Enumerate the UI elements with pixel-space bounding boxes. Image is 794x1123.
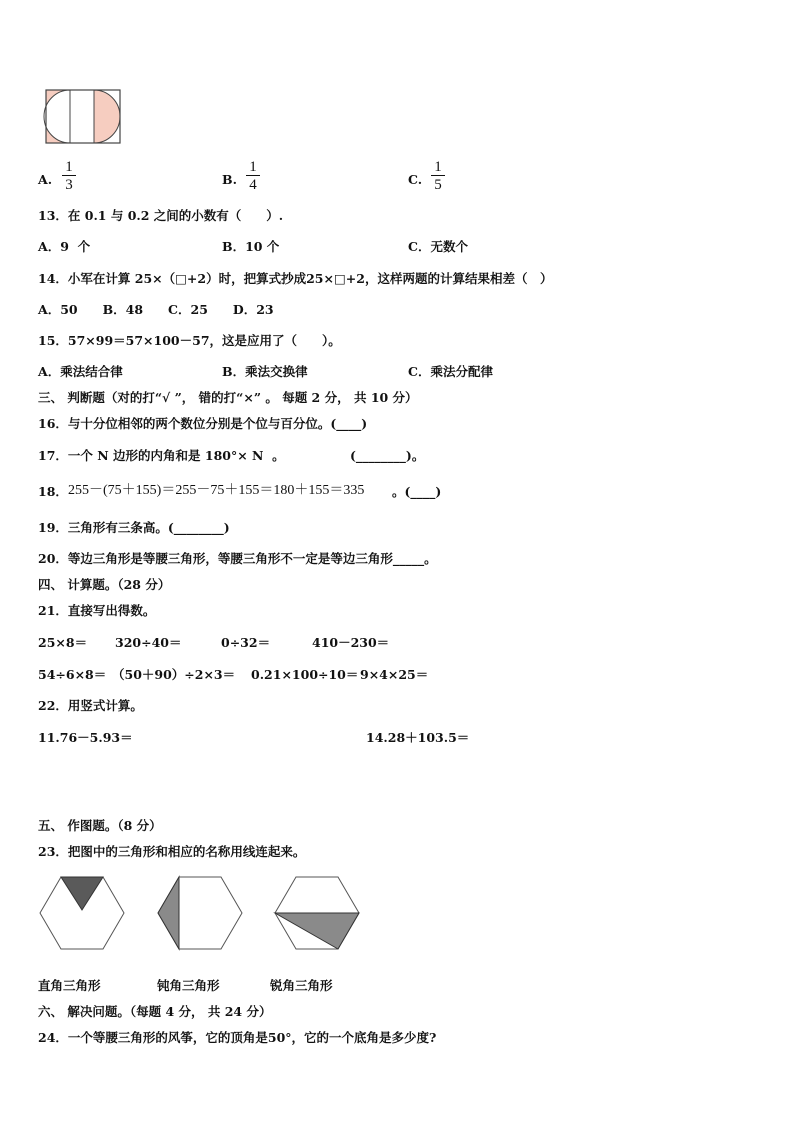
numerator: 1: [249, 159, 257, 175]
option-c-label: C.: [408, 172, 423, 187]
question-18-equation: 255－(75＋155)＝255－75＋155＝180＋155＝335: [68, 483, 365, 498]
question-13-stem: 13．在 0.1 与 0.2 之间的小数有（ ）.: [38, 208, 284, 223]
option-c-fraction: [431, 160, 445, 192]
question-14-options: A．50 B．48 C．25 D．23: [38, 302, 274, 317]
question-15-option-b: B．乘法交换律: [222, 364, 308, 379]
question-24: 24．一个等腰三角形的风筝，它的顶角是50°，它的一个底角是多少度?: [38, 1030, 437, 1045]
denominator: 5: [434, 177, 442, 193]
calc-item: 25×8＝: [38, 635, 88, 650]
denominator: 4: [249, 177, 257, 193]
option-a-fraction: [62, 160, 76, 192]
triangle-label-acute: 锐角三角形: [270, 978, 333, 993]
calc-item: 0÷32＝: [221, 635, 271, 650]
section-4-heading: 四、 计算题。（28 分）: [38, 577, 171, 592]
question-22-stem: 22．用竖式计算。: [38, 698, 143, 713]
hexagon-figure-1: [39, 876, 129, 956]
question-23-stem: 23．把图中的三角形和相应的名称用线连起来。: [38, 844, 306, 859]
question-15-stem: 15．57×99＝57×100－57，这是应用了（ ）。: [38, 333, 341, 348]
question-17-stem: 17．一个 N 边形的内角和是 180°× N 。: [38, 448, 285, 463]
question-19: 19．三角形有三条高。(________): [38, 520, 230, 535]
calc-item: （50＋90）÷2×3＝: [112, 667, 236, 682]
question-13-option-c: C．无数个: [408, 239, 468, 254]
numerator: 1: [434, 159, 442, 175]
question-13-option-a: A．9 个: [38, 239, 91, 254]
question-15-option-c: C．乘法分配律: [408, 364, 493, 379]
section-6-heading: 六、 解决问题。（每题 4 分， 共 24 分）: [38, 1004, 272, 1019]
section-3-heading: 三、 判断题（对的打“√ ”， 错的打“×” 。 每题 2 分， 共 10 分）: [38, 390, 418, 405]
triangle-label-obtuse: 钝角三角形: [157, 978, 220, 993]
hexagon-figure-2: [157, 876, 247, 956]
question-16: 16．与十分位相邻的两个数位分别是个位与百分位。(____): [38, 416, 368, 431]
calc-item: 0.21×100÷10＝: [251, 667, 359, 682]
question-21-stem: 21．直接写出得数。: [38, 603, 156, 618]
triangle-label-right: 直角三角形: [38, 978, 101, 993]
question-18-number: 18．: [38, 484, 68, 499]
numerator: 1: [65, 159, 73, 175]
section-5-heading: 五、 作图题。（8 分）: [38, 818, 162, 833]
question-15-option-a: A．乘法结合律: [38, 364, 123, 379]
calc-item: 410－230＝: [312, 635, 390, 650]
option-b-fraction: [246, 160, 260, 192]
calc-item: 54÷6×8＝: [38, 667, 107, 682]
question-20: 20．等边三角形是等腰三角形，等腰三角形不一定是等边三角形_____。: [38, 551, 437, 566]
fraction-figure: [44, 88, 124, 148]
calc-item: 320÷40＝: [115, 635, 182, 650]
question-18-blank: 。(____): [392, 484, 442, 499]
option-b-label: B.: [222, 172, 237, 187]
vertical-calc-right: 14.28＋103.5＝: [366, 730, 470, 745]
question-14-stem: 14．小军在计算 25×（□+2）时，把算式抄成25×□+2，这样两题的计算结果相差（ ）: [38, 271, 553, 286]
question-13-option-b: B．10 个: [222, 239, 280, 254]
vertical-calc-left: 11.76－5.93＝: [38, 730, 133, 745]
denominator: 3: [65, 177, 73, 193]
option-a-label: A.: [38, 172, 53, 187]
calc-item: 9×4×25＝: [360, 667, 429, 682]
hexagon-figure-3: [274, 876, 364, 956]
question-17-blank: (________)。: [350, 448, 425, 463]
